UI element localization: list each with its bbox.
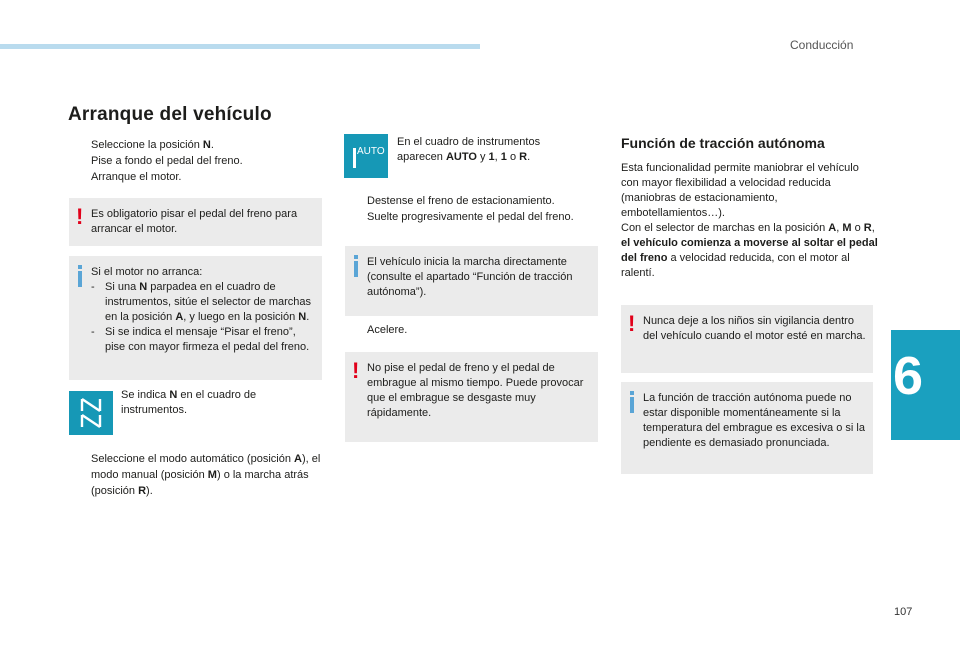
info-icon xyxy=(630,391,634,395)
warning-icon: ! xyxy=(628,311,636,336)
info-text: El vehículo inicia la marcha directamente (consulte el apartado “Función de tracción autónoma”). xyxy=(367,256,573,298)
section-title: Conducción xyxy=(790,38,854,52)
list-item: Seleccione la posición N. xyxy=(91,139,214,151)
info-text: La función de tracción autónoma puede no estar disponible momentáneamente si la temperatura del embrague es excesiva o si la pendiente es demasiado pronunciada. xyxy=(643,392,865,449)
section-heading: Función de tracción autónoma xyxy=(621,135,825,151)
accelerate-step xyxy=(345,322,600,338)
auto-mode-icon xyxy=(344,134,388,178)
warning-box xyxy=(345,352,598,442)
info-box xyxy=(621,382,873,474)
list-item: Pise a fondo el pedal del freno. xyxy=(91,155,243,167)
warning-icon: ! xyxy=(76,204,84,229)
info-box xyxy=(69,256,322,380)
release-steps xyxy=(345,193,600,225)
auto-indicator-text: En el cuadro de instrumentos aparecen AUTO y 1, 1 o R. xyxy=(397,136,541,163)
list-item: Seleccione el modo automático (posición A), el modo manual (posición M) o la marcha atrás (posición R). xyxy=(91,453,321,497)
info-icon xyxy=(78,265,82,269)
info-text: Si el motor no arranca: - Si una N parpadea en el cuadro de instrumentos, sitúe el selector de marchas en la posición A, y luego en la posición N. - Si se indica el mensaje “Pisar el freno”, pise con mayor firmeza el pedal del freno. xyxy=(91,266,312,353)
list-item: Arranque el motor. xyxy=(91,171,182,183)
warning-text: Nunca deje a los niños sin vigilancia dentro del vehículo cuando el motor esté en marcha. xyxy=(643,315,866,342)
select-mode-steps xyxy=(69,451,334,499)
warning-icon: ! xyxy=(352,358,360,383)
description-text: Esta funcionalidad permite maniobrar el vehículo con mayor flexibilidad a velocidad reducida (maniobras de estacionamiento, embotellamientos…). Con el selector de marchas en la posición A, M o R, el vehículo comienza a moverse al soltar el pedal del freno a velocidad reducida, con el motor al ralentí. xyxy=(621,162,878,279)
page-title: Arranque del vehículo xyxy=(68,104,272,125)
chapter-number: 6 xyxy=(893,346,924,406)
warning-text: No pise el pedal de freno y el pedal de embrague al mismo tiempo. Puede provocar que el embrague se desgaste muy rápidamente. xyxy=(367,362,584,419)
start-steps xyxy=(69,137,324,185)
gear-n-icon xyxy=(69,391,113,435)
list-item: Acelere. xyxy=(367,324,408,336)
list-item: Destense el freno de estacionamiento. xyxy=(367,195,555,207)
page-number: 107 xyxy=(894,606,913,618)
warning-box xyxy=(69,198,322,246)
auto-icon-label: AUTO xyxy=(357,146,385,157)
info-box xyxy=(345,246,598,316)
warning-box xyxy=(621,305,873,373)
n-indicator-text: Se indica N en el cuadro de instrumentos. xyxy=(121,389,257,416)
header-bar xyxy=(0,44,480,49)
warning-text: Es obligatorio pisar el pedal del freno para arrancar el motor. xyxy=(91,208,298,235)
info-icon xyxy=(354,255,358,259)
list-item: Suelte progresivamente el pedal del freno. xyxy=(367,211,574,223)
